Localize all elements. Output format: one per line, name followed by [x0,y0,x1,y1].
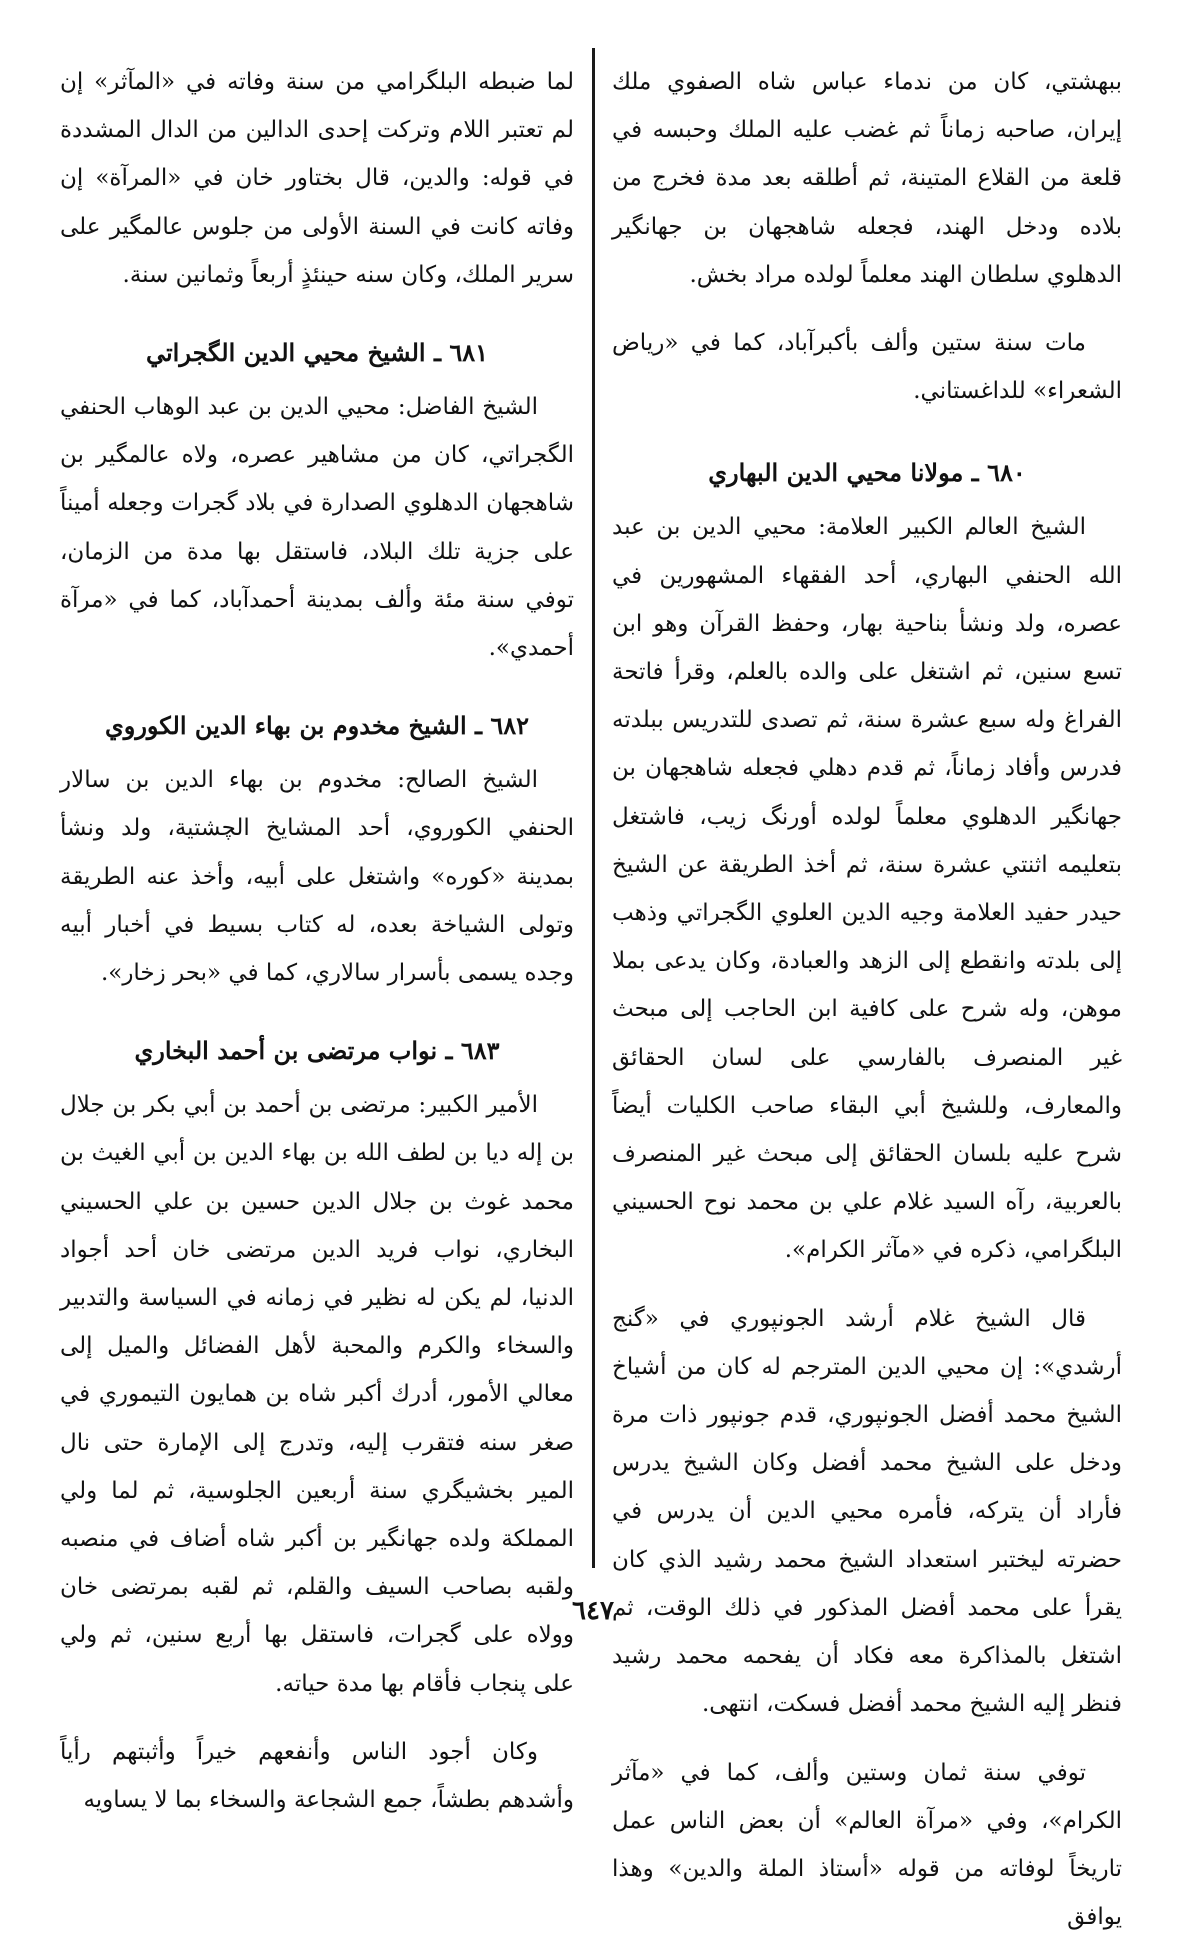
paragraph: الشيخ العالم الكبير العلامة: محيي الدين بن عبد الله الحنفي البهاري، أحد الفقهاء المشهورين في عصره، ولد ونشأ بناحية بهار، وحفظ القرآن وهو ابن تسع سنين، ثم اشتغل على والده بالعلم، وقرأ فاتحة الفراغ وله سبع عشرة سنة، ثم تصدى للتدريس ببلدته فدرس وأفاد زماناً، ثم قدم دهلي فجعله شاهجهان بن جهانگير الدهلوي معلماً لولده أورنگ زيب، فاشتغل بتعليمه اثنتي عشرة سنة، ثم أخذ الطريقة عن الشيخ حيدر حفيد العلامة وجيه الدين العلوي الگجراتي وذهب إلى بلدته وانقطع إلى الزهد والعبادة، وكان يدعى بملا موهن، وله شرح على كافية ابن الحاجب إلى مبحث غير المنصرف بالفارسي على لسان الحقائق والمعارف، وللشيخ أبي البقاء صاحب الكليات أيضاً شرح عليه بلسان الحقائق إلى مبحث غير المنصرف بالعربية، رآه السيد غلام علي بن محمد نوح الحسيني البلگرامي، ذكره في «مآثر الكرام». [612,503,1122,1274]
right-column [612,58,1122,1578]
paragraph: وكان أجود الناس وأنفعهم خيراً وأثبتهم رأياً وأشدهم بطشاً، جمع الشجاعة والسخاء بما لا يساويه [60,1728,574,1824]
entry-heading-681: ٦٨١ ـ الشيخ محيي الدين الگجراتي [60,329,574,377]
page-number: ٦٤٧ [0,1596,1186,1626]
paragraph: مات سنة ستين وألف بأكبرآباد، كما في «رياض الشعراء» للداغستاني. [612,319,1122,415]
left-column [60,58,574,1578]
paragraph: لما ضبطه البلگرامي من سنة وفاته في «المآثر» إن لم تعتبر اللام وتركت إحدى الدالين من الدال المشددة في قوله: والدين، قال بختاور خان في «المرآة» إن وفاته كانت في السنة الأولى من جلوس عالمگير على سرير الملك، وكان سنه حينئذٍ أربعاً وثمانين سنة. [60,58,574,299]
paragraph: الشيخ الصالح: مخدوم بن بهاء الدين بن سالار الحنفي الكوروي، أحد المشايخ الچشتية، ولد ونشأ بمدينة «كوره» واشتغل على أبيه، وأخذ عنه الطريقة وتولى الشياخة بعده، له كتاب بسيط في أخبار أبيه وجده يسمى بأسرار سالاري، كما في «بحر زخار». [60,756,574,997]
entry-heading-682: ٦٨٢ ـ الشيخ مخدوم بن بهاء الدين الكوروي [60,702,574,750]
paragraph: الشيخ الفاضل: محيي الدين بن عبد الوهاب الحنفي الگجراتي، كان من مشاهير عصره، ولاه عالمگير بن شاهجهان الدهلوي الصدارة في بلاد گجرات وجعله أميناً على جزية تلك البلاد، فاستقل بها مدة من الزمان، توفي سنة مئة وألف بمدينة أحمدآباد، كما في «مرآة أحمدي». [60,383,574,672]
paragraph: ببهشتي، كان من ندماء عباس شاه الصفوي ملك إيران، صاحبه زماناً ثم غضب عليه الملك وحبسه في قلعة من القلاع المتينة، ثم أطلقه بعد مدة فخرج من بلاده ودخل الهند، فجعله شاهجهان بن جهانگير الدهلوي سلطان الهند معلماً لولده مراد بخش. [612,58,1122,299]
paragraph: قال الشيخ غلام أرشد الجونپوري في «گنج أرشدي»: إن محيي الدين المترجم له كان من أشياخ الشيخ محمد أفضل الجونپوري، قدم جونپور ذات مرة ودخل على الشيخ محمد أفضل وكان الشيخ يدرس فأراد أن يتركه، فأمره محيي الدين أن يدرس في حضرته ليختبر استعداد الشيخ محمد رشيد الذي كان يقرأ على محمد أفضل المذكور في ذلك الوقت، ثم اشتغل بالمذاكرة معه فكاد أن يفحمه محمد رشيد فنظر إليه الشيخ محمد أفضل فسكت، انتهى. [612,1295,1122,1729]
paragraph: توفي سنة ثمان وستين وألف، كما في «مآثر الكرام»، وفي «مرآة العالم» أن بعض الناس عمل تاريخاً لوفاته من قوله «أستاذ الملة والدين» وهذا يوافق [612,1749,1122,1941]
entry-heading-683: ٦٨٣ ـ نواب مرتضى بن أحمد البخاري [60,1027,574,1075]
column-divider [592,48,595,1568]
entry-heading-680: ٦٨٠ ـ مولانا محيي الدين البهاري [612,449,1122,497]
paragraph: الأمير الكبير: مرتضى بن أحمد بن أبي بكر بن جلال بن إله ديا بن لطف الله بن بهاء الدين بن أبي الغيث بن محمد غوث بن جلال الدين حسين بن علي الحسيني البخاري، نواب فريد الدين مرتضى خان أحد أجواد الدنيا، لم يكن له نظير في زمانه في السياسة والتدبير والسخاء والكرم والمحبة لأهل الفضائل والميل إلى معالي الأمور، أدرك أكبر شاه بن همايون التيموري في صغر سنه فتقرب إليه، وتدرج إلى الإمارة حتى نال المير بخشيگري سنة أربعين الجلوسية، ثم لما ولي المملكة ولده جهانگير بن أكبر شاه أضاف في منصبه ولقبه بصاحب السيف والقلم، ثم لقبه بمرتضى خان وولاه على گجرات، فاستقل بها أربع سنين، ثم ولي على پنجاب فأقام بها مدة حياته. [60,1081,574,1708]
